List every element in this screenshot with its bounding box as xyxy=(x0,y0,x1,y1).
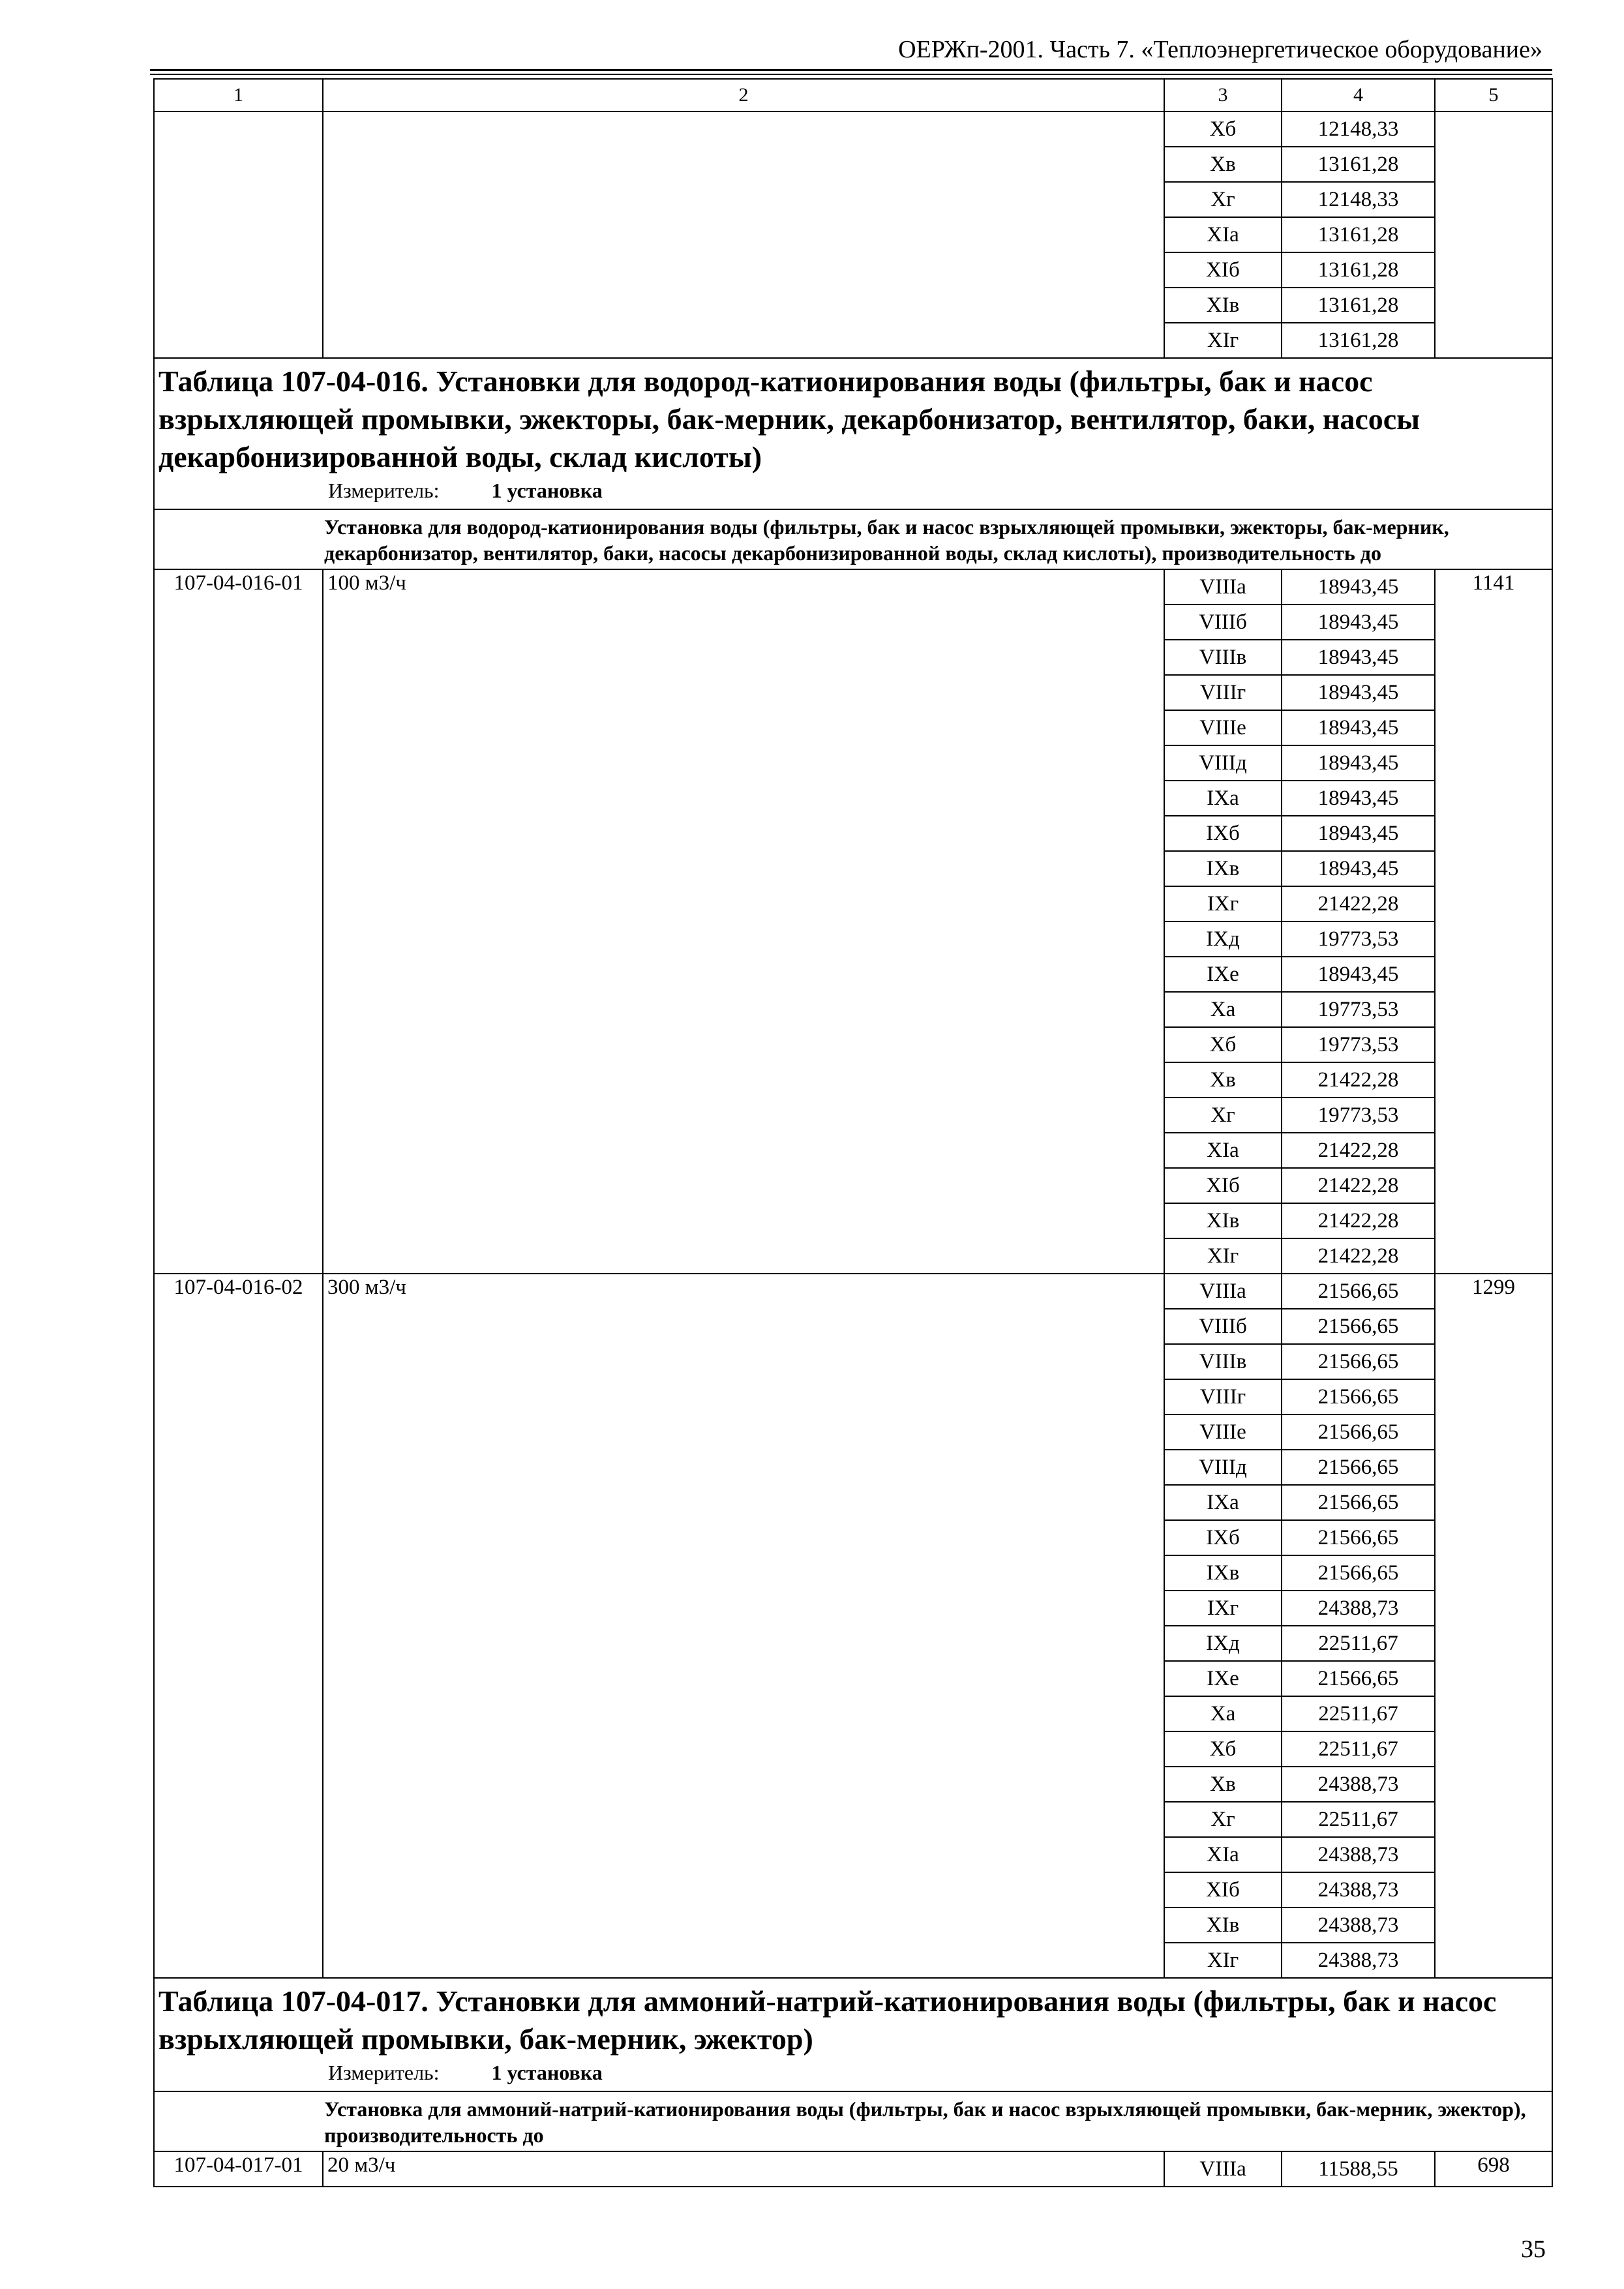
price-cell: 13161,28 xyxy=(1282,323,1435,358)
price-cell: 21566,65 xyxy=(1282,1450,1435,1485)
unit-label: Измеритель: xyxy=(328,2061,440,2084)
description-row xyxy=(154,2091,1552,2151)
zone-cell: IXа xyxy=(1164,781,1282,816)
unit-value: 1 установка xyxy=(491,479,603,502)
section-title: Таблица 107-04-017. Установки для аммоний-натрий-катионирования воды (фильтры, бак и насос взрыхляющей промывки, бак-мерник, эжектор) xyxy=(158,1984,1497,2056)
section-header-row xyxy=(154,358,1552,509)
price-cell: 12148,33 xyxy=(1282,182,1435,217)
price-cell: 13161,28 xyxy=(1282,288,1435,323)
price-cell: 18943,45 xyxy=(1282,957,1435,992)
zone-cell: IXб xyxy=(1164,816,1282,851)
unit-line xyxy=(158,476,1549,505)
price-cell: 24388,73 xyxy=(1282,1908,1435,1943)
table-row xyxy=(154,569,1552,605)
column-number: 2 xyxy=(323,79,1164,112)
page-number: 35 xyxy=(1521,2236,1546,2263)
table-row xyxy=(154,1274,1552,1309)
column-number: 3 xyxy=(1164,79,1282,112)
price-cell: 22511,67 xyxy=(1282,1696,1435,1731)
zone-cell: VIIIе xyxy=(1164,710,1282,745)
price-cell: 24388,73 xyxy=(1282,1943,1435,1978)
price-cell: 18943,45 xyxy=(1282,605,1435,640)
weight-cell xyxy=(1435,112,1552,358)
zone-cell: Xв xyxy=(1164,1062,1282,1098)
zone-cell: XIв xyxy=(1164,1203,1282,1238)
zone-cell: XIг xyxy=(1164,1943,1282,1978)
price-cell: 21566,65 xyxy=(1282,1344,1435,1379)
price-cell: 18943,45 xyxy=(1282,816,1435,851)
header-rule xyxy=(150,69,1552,71)
unit-value: 1 установка xyxy=(491,2061,603,2084)
zone-cell: IXа xyxy=(1164,1485,1282,1520)
zone-cell: XIб xyxy=(1164,252,1282,288)
column-number: 5 xyxy=(1435,79,1552,112)
price-cell: 19773,53 xyxy=(1282,1027,1435,1062)
weight-cell: 1299 xyxy=(1435,1274,1552,1978)
zone-cell: Xг xyxy=(1164,1802,1282,1837)
price-cell: 18943,45 xyxy=(1282,851,1435,886)
item-code: 107-04-017-01 xyxy=(154,2151,323,2187)
price-cell: 21422,28 xyxy=(1282,1168,1435,1203)
zone-cell: Xв xyxy=(1164,1767,1282,1802)
zone-cell: XIв xyxy=(1164,1908,1282,1943)
zone-cell: Xв xyxy=(1164,147,1282,182)
section-header-row xyxy=(154,1978,1552,2091)
price-cell: 19773,53 xyxy=(1282,921,1435,957)
header-rule-thin xyxy=(150,74,1552,75)
zone-cell: IXд xyxy=(1164,921,1282,957)
zone-cell: XIв xyxy=(1164,288,1282,323)
weight-cell: 698 xyxy=(1435,2151,1552,2187)
zone-cell: Xг xyxy=(1164,182,1282,217)
weight-cell: 1141 xyxy=(1435,569,1552,1274)
price-cell: 21422,28 xyxy=(1282,1238,1435,1274)
zone-cell: VIIIа xyxy=(1164,1274,1282,1309)
zone-cell: Xб xyxy=(1164,1731,1282,1767)
zone-cell: Xб xyxy=(1164,112,1282,147)
zone-cell: VIIIа xyxy=(1164,569,1282,605)
table-row xyxy=(154,112,1552,147)
zone-cell: IXв xyxy=(1164,1555,1282,1591)
zone-cell: XIг xyxy=(1164,323,1282,358)
zone-cell: IXе xyxy=(1164,957,1282,992)
zone-cell: VIIIб xyxy=(1164,605,1282,640)
item-name: 300 м3/ч xyxy=(323,1274,1164,1978)
zone-cell: Xб xyxy=(1164,1027,1282,1062)
price-cell: 21566,65 xyxy=(1282,1555,1435,1591)
price-cell: 22511,67 xyxy=(1282,1626,1435,1661)
running-header: ОЕРЖп-2001. Часть 7. «Теплоэнергетическое оборудование» xyxy=(898,36,1542,63)
price-cell: 21566,65 xyxy=(1282,1274,1435,1309)
price-cell: 21566,65 xyxy=(1282,1520,1435,1555)
price-cell: 12148,33 xyxy=(1282,112,1435,147)
zone-cell: IXд xyxy=(1164,1626,1282,1661)
price-cell: 22511,67 xyxy=(1282,1731,1435,1767)
zone-cell: IXг xyxy=(1164,1591,1282,1626)
item-name: 20 м3/ч xyxy=(323,2151,1164,2187)
price-cell: 18943,45 xyxy=(1282,710,1435,745)
price-cell: 13161,28 xyxy=(1282,217,1435,252)
price-cell: 24388,73 xyxy=(1282,1872,1435,1908)
description-row xyxy=(154,509,1552,569)
zone-cell: VIIIг xyxy=(1164,675,1282,710)
zone-cell: XIб xyxy=(1164,1168,1282,1203)
price-cell: 21566,65 xyxy=(1282,1485,1435,1520)
zone-cell: XIг xyxy=(1164,1238,1282,1274)
price-cell: 21566,65 xyxy=(1282,1379,1435,1414)
price-cell: 18943,45 xyxy=(1282,640,1435,675)
price-table xyxy=(153,78,1553,2187)
zone-cell: VIIIв xyxy=(1164,1344,1282,1379)
price-cell: 24388,73 xyxy=(1282,1591,1435,1626)
column-number: 4 xyxy=(1282,79,1435,112)
price-cell: 18943,45 xyxy=(1282,781,1435,816)
price-cell: 13161,28 xyxy=(1282,147,1435,182)
item-code xyxy=(154,112,323,358)
section-description: Установка для аммоний-натрий-катионирования воды (фильтры, бак и насос взрыхляющей промывки, бак-мерник, эжектор), производительность до xyxy=(154,2091,1552,2151)
item-code: 107-04-016-02 xyxy=(154,1274,323,1978)
price-cell: 21422,28 xyxy=(1282,886,1435,921)
zone-cell: VIIIд xyxy=(1164,1450,1282,1485)
zone-cell: VIIIд xyxy=(1164,745,1282,781)
zone-cell: XIа xyxy=(1164,217,1282,252)
zone-cell: IXг xyxy=(1164,886,1282,921)
price-cell: 21566,65 xyxy=(1282,1414,1435,1450)
zone-cell: IXе xyxy=(1164,1661,1282,1696)
price-cell: 21422,28 xyxy=(1282,1203,1435,1238)
zone-cell: Xг xyxy=(1164,1098,1282,1133)
price-cell: 21422,28 xyxy=(1282,1133,1435,1168)
zone-cell: VIIIа xyxy=(1164,2151,1282,2187)
zone-cell: Xа xyxy=(1164,1696,1282,1731)
price-cell: 19773,53 xyxy=(1282,1098,1435,1133)
price-cell: 11588,55 xyxy=(1282,2151,1435,2187)
price-cell: 18943,45 xyxy=(1282,745,1435,781)
unit-label: Измеритель: xyxy=(328,479,440,502)
zone-cell: VIIIб xyxy=(1164,1309,1282,1344)
price-cell: 18943,45 xyxy=(1282,675,1435,710)
zone-cell: IXб xyxy=(1164,1520,1282,1555)
table-row xyxy=(154,2151,1552,2187)
column-number: 1 xyxy=(154,79,323,112)
zone-cell: VIIIг xyxy=(1164,1379,1282,1414)
item-code: 107-04-016-01 xyxy=(154,569,323,1274)
zone-cell: VIIIв xyxy=(1164,640,1282,675)
price-cell: 21566,65 xyxy=(1282,1309,1435,1344)
unit-line xyxy=(158,2058,1549,2087)
zone-cell: VIIIе xyxy=(1164,1414,1282,1450)
price-cell: 19773,53 xyxy=(1282,992,1435,1027)
price-cell: 18943,45 xyxy=(1282,569,1435,605)
price-cell: 24388,73 xyxy=(1282,1837,1435,1872)
zone-cell: XIб xyxy=(1164,1872,1282,1908)
section-title: Таблица 107-04-016. Установки для водород-катионирования воды (фильтры, бак и насос взрыхляющей промывки, эжекторы, бак-мерник, декарбонизатор, вентилятор, баки, насосы декарбонизированной воды, склад кислоты) xyxy=(158,365,1421,473)
item-name: 100 м3/ч xyxy=(323,569,1164,1274)
price-table-body xyxy=(154,79,1552,2187)
zone-cell: IXв xyxy=(1164,851,1282,886)
price-cell: 22511,67 xyxy=(1282,1802,1435,1837)
zone-cell: XIа xyxy=(1164,1133,1282,1168)
column-number-row xyxy=(154,79,1552,112)
price-cell: 13161,28 xyxy=(1282,252,1435,288)
zone-cell: Xа xyxy=(1164,992,1282,1027)
price-cell: 24388,73 xyxy=(1282,1767,1435,1802)
price-cell: 21566,65 xyxy=(1282,1661,1435,1696)
zone-cell: XIа xyxy=(1164,1837,1282,1872)
item-name xyxy=(323,112,1164,358)
section-description: Установка для водород-катионирования воды (фильтры, бак и насос взрыхляющей промывки, эжекторы, бак-мерник, декарбонизатор, вентилятор, баки, насосы декарбонизированной воды, склад кислоты), производительность до xyxy=(154,509,1552,569)
price-cell: 21422,28 xyxy=(1282,1062,1435,1098)
